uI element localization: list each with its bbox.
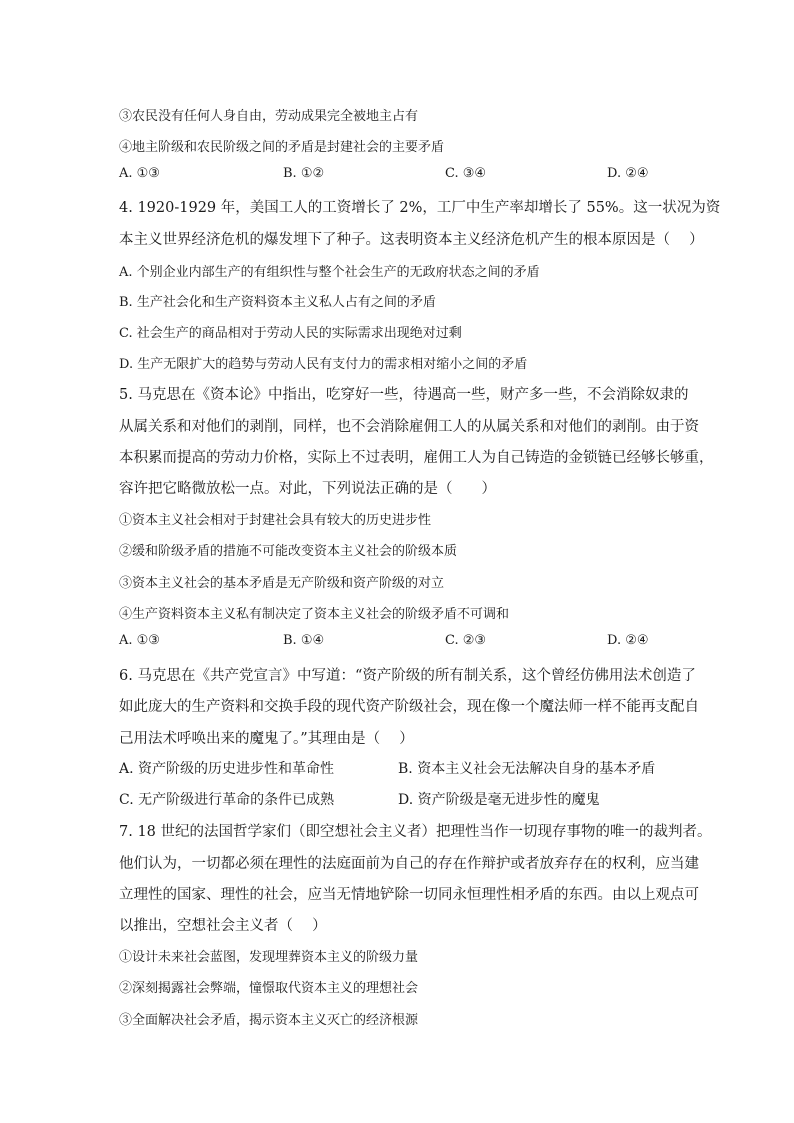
q5-option-d[interactable]: D. ②④	[607, 633, 649, 648]
q5-statement-2: ②缓和阶级矛盾的措施不可能改变资本主义社会的阶级本质	[119, 544, 458, 559]
q6-options-row-1	[119, 758, 679, 780]
q4-stem-line-1: 4. 1920-1929 年，美国工人的工资增长了 2%，工厂中生产率却增长了 55%。这一状况为资	[119, 200, 721, 216]
q7-statement-1: ①设计未来社会蓝图，发现埋葬资本主义的阶级力量	[119, 950, 419, 965]
q7-stem-line-4: 以推出，空想社会主义者（ ）	[119, 918, 327, 934]
q5-stem-line-4: 容许把它略微放松一点。对此，下列说法正确的是（ ）	[119, 481, 496, 497]
q5-option-c[interactable]: C. ②③	[445, 633, 487, 648]
q5-option-a[interactable]: A. ①③	[119, 633, 160, 648]
q6-option-a[interactable]: A. 资产阶级的历史进步性和革命性	[119, 761, 335, 777]
q6-stem-line-2: 如此庞大的生产资料和交换手段的现代资产阶级社会，现在像一个魔法师一样不能再支配自	[119, 699, 699, 715]
q4-option-a[interactable]: A. 个别企业内部生产的有组织性与整个社会生产的无政府状态之间的矛盾	[119, 265, 540, 280]
q5-statement-1: ①资本主义社会相对于封建社会具有较大的历史进步性	[119, 513, 432, 528]
q5-options	[119, 633, 679, 653]
q3-statement-4: ④地主阶级和农民阶级之间的矛盾是封建社会的主要矛盾	[119, 140, 445, 155]
q7-stem-line-3: 立理性的国家、理性的社会，应当无情地铲除一切同永恒理性相矛盾的东西。由以上观点可	[119, 887, 699, 903]
q3-option-d[interactable]: D. ②④	[607, 166, 649, 181]
q5-stem-line-2: 从属关系和对他们的剥削，同样，也不会消除雇佣工人的从属关系和对他们的剥削。由于资	[119, 419, 699, 435]
q6-options-row-2	[119, 789, 679, 811]
q3-option-c[interactable]: C. ③④	[445, 166, 487, 181]
q5-stem-line-3: 本积累而提高的劳动力价格，实际上不过表明，雇佣工人为自己铸造的金锁链已经够长够重，	[119, 450, 714, 466]
q4-option-b[interactable]: B. 生产社会化和生产资料资本主义私人占有之间的矛盾	[119, 295, 436, 310]
q7-stem-line-2: 他们认为，一切都必须在理性的法庭面前为自己的存在作辩护或者放弃存在的权利，应当建	[119, 856, 699, 872]
q6-stem-line-1: 6. 马克思在《共产党宣言》中写道：“资产阶级的所有制关系，这个曾经仿佛用法术创造了	[119, 668, 696, 684]
q7-statement-2: ②深刻揭露社会弊端，憧憬取代资本主义的理想社会	[119, 981, 419, 996]
q6-option-d[interactable]: D. 资产阶级是毫无进步性的魔鬼	[398, 792, 600, 808]
q4-option-c[interactable]: C. 社会生产的商品相对于劳动人民的实际需求出现绝对过剩	[119, 326, 462, 341]
q3-statement-3: ③农民没有任何人身自由，劳动成果完全被地主占有	[119, 109, 419, 124]
q6-stem-line-3: 己用法术呼唤出来的魔鬼了。”其理由是（ ）	[119, 731, 414, 747]
q5-stem-line-1: 5. 马克思在《资本论》中指出，吃穿好一些，待遇高一些，财产多一些，不会消除奴隶的	[119, 387, 689, 403]
q4-option-d[interactable]: D. 生产无限扩大的趋势与劳动人民有支付力的需求相对缩小之间的矛盾	[119, 357, 528, 372]
q4-stem-line-2: 本主义世界经济危机的爆发埋下了种子。这表明资本主义经济危机产生的根本原因是（ ）	[119, 232, 704, 248]
q3-option-a[interactable]: A. ①③	[119, 166, 160, 181]
q6-option-c[interactable]: C. 无产阶级进行革命的条件已成熟	[119, 792, 335, 808]
q6-option-b[interactable]: B. 资本主义社会无法解决自身的基本矛盾	[398, 761, 656, 777]
q5-statement-3: ③资本主义社会的基本矛盾是无产阶级和资产阶级的对立	[119, 576, 445, 591]
q5-statement-4: ④生产资料资本主义私有制决定了资本主义社会的阶级矛盾不可调和	[119, 607, 510, 622]
q5-option-b[interactable]: B. ①④	[283, 633, 325, 648]
q3-options	[119, 166, 679, 186]
q7-stem-line-1: 7. 18 世纪的法国哲学家们（即空想社会主义者）把理性当作一切现存事物的唯一的裁判者。	[119, 824, 712, 840]
q3-option-b[interactable]: B. ①②	[283, 166, 325, 181]
q7-statement-3: ③全面解决社会矛盾，揭示资本主义灭亡的经济根源	[119, 1013, 419, 1028]
